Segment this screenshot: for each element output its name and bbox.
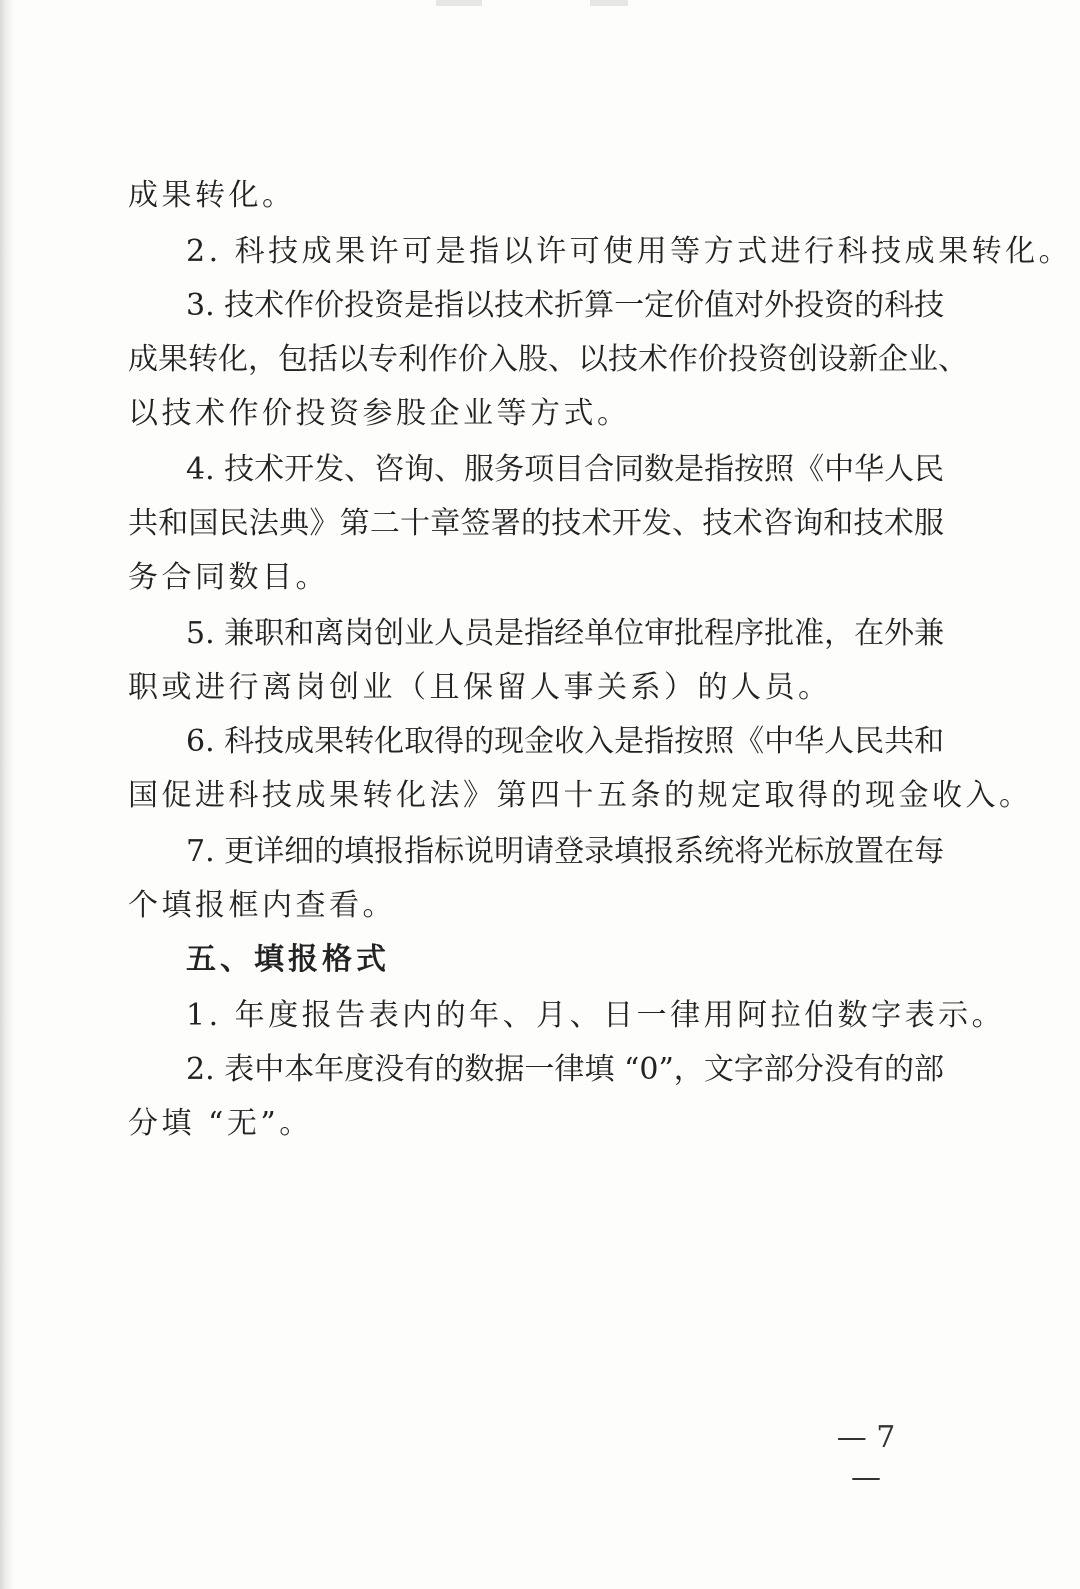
page-number: — 7 — — [836, 1420, 896, 1495]
text-line: 6. 科技成果转化取得的现金收入是指按照《中华人民共和 — [186, 724, 945, 759]
text-line: 以技术作价投资参股企业等方式。 — [128, 396, 631, 431]
text-line: 5. 兼职和离岗创业人员是指经单位审批程序批准，在外兼 — [186, 616, 945, 651]
scan-shadow-edge — [0, 0, 14, 1589]
text-line: 成果转化。 — [128, 178, 296, 213]
text-line: 2. 科技成果许可是指以许可使用等方式进行科技成果转化。 — [186, 234, 1073, 269]
text-line: 4. 技术开发、咨询、服务项目合同数是指按照《中华人民 — [186, 452, 945, 487]
scan-mark — [436, 0, 482, 6]
text-line: 3. 技术作价投资是指以技术折算一定价值对外投资的科技 — [186, 288, 945, 323]
text-line: 共和国民法典》第二十章签署的技术开发、技术咨询和技术服 — [128, 506, 944, 541]
text-line: 1. 年度报告表内的年、月、日一律用阿拉伯数字表示。 — [186, 998, 1006, 1033]
text-line: 7. 更详细的填报指标说明请登录填报系统将光标放置在每 — [186, 834, 945, 869]
text-line: 务合同数目。 — [128, 560, 329, 595]
text-line: 分填 “无”。 — [128, 1106, 313, 1141]
text-line: 2. 表中本年度没有的数据一律填 “0”，文字部分没有的部 — [186, 1052, 944, 1087]
section-heading: 五、填报格式 — [186, 942, 390, 977]
text-line: 国促进科技成果转化法》第四十五条的规定取得的现金收入。 — [128, 778, 1033, 813]
scan-mark — [590, 0, 628, 6]
text-line: 成果转化，包括以专利作价入股、以技术作价投资创设新企业、 — [128, 342, 968, 377]
text-line: 职或进行离岗创业（且保留人事关系）的人员。 — [128, 670, 832, 705]
text-line: 个填报框内查看。 — [128, 888, 396, 923]
